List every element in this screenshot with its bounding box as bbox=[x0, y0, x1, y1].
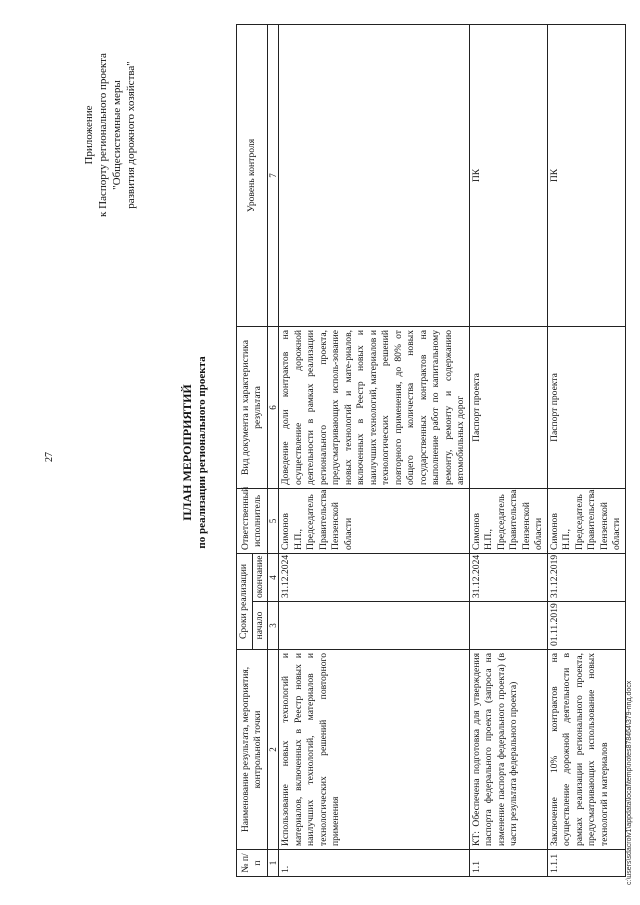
header-executor: Ответственный исполнитель bbox=[237, 488, 268, 553]
row-doc: Доведение доли контрактов на осуществление дорожной деятельности в рамках реализации регионального проекта, предусматривающих исполь-зование новых технологий и мате-риалов, включенных в Реестр новых и наилучших технологий, материалов и технологических решений повторного применения, до 80% от общего количества новых государственных контрактов на выполнение работ по капитальному ремонту, ремонту и содержанию автомобильных дорог bbox=[279, 326, 470, 488]
appendix-line-1: Приложение bbox=[83, 105, 95, 165]
row-end: 31.12.2024 bbox=[279, 553, 470, 601]
table-row bbox=[469, 24, 547, 876]
row-num: 1.1 bbox=[469, 850, 547, 877]
row-executor: Симонов Н.П., Председатель Правительства Пензенской области bbox=[547, 488, 625, 553]
row-start: 01.11.2019 bbox=[547, 602, 625, 650]
header-period: Сроки реализации bbox=[237, 553, 253, 649]
col-number: 1 bbox=[268, 850, 279, 877]
appendix-line-3: "Общесистемные меры bbox=[111, 80, 123, 190]
row-doc: Паспорт проекта bbox=[547, 326, 625, 488]
appendix-note bbox=[82, 25, 138, 245]
row-level bbox=[279, 24, 470, 326]
header-start: начало bbox=[252, 602, 268, 650]
page-subtitle: по реализации регионального проекта bbox=[196, 356, 208, 549]
col-number: 3 bbox=[268, 602, 279, 650]
appendix-line-4: развития дорожного хозяйства" bbox=[125, 61, 137, 209]
col-number: 4 bbox=[268, 553, 279, 601]
header-level: Уровень контроля bbox=[237, 24, 268, 326]
col-number: 2 bbox=[268, 650, 279, 850]
col-number: 6 bbox=[268, 326, 279, 488]
row-num: 1.1.1 bbox=[547, 850, 625, 877]
appendix-line-2: к Паспорту регионального проекта bbox=[97, 53, 109, 217]
row-start bbox=[279, 602, 470, 650]
row-end: 31.12.2024 bbox=[469, 553, 547, 601]
row-name: Использование новых технологий и материалов, включенных в Реестр новых и наилучших технологий, материалов и технологических решений повторного применения bbox=[279, 650, 470, 850]
header-num: № п/п bbox=[237, 850, 268, 877]
page-title: ПЛАН МЕРОПРИЯТИЙ bbox=[180, 384, 194, 521]
row-executor: Симонов Н.П., Председатель Правительства Пензенской области bbox=[279, 488, 470, 553]
row-level: ПК bbox=[469, 24, 547, 326]
row-name: Заключение 10% контрактов на осуществление дорожной деятельности в рамках реализации регионального проекта, предусматривающих использование новых технологий и материалов bbox=[547, 650, 625, 850]
row-name: КТ: Обеспечена подготовка для утверждения паспорта федерального проекта (запроса на изменение паспорта федерального проекта) (в части результата федерального проекта) bbox=[469, 650, 547, 850]
column-numbers-row bbox=[268, 24, 279, 876]
header-name: Наименование результата, мероприятия, контрольной точки bbox=[237, 650, 268, 850]
row-num: 1. bbox=[279, 850, 470, 877]
table-row bbox=[279, 24, 470, 876]
row-doc: Паспорт проекта bbox=[469, 326, 547, 488]
row-level: ПК bbox=[547, 24, 625, 326]
row-start bbox=[469, 602, 547, 650]
header-end: окончание bbox=[252, 553, 268, 601]
row-executor: Симонов Н.П., Председатель Правительства Пензенской области bbox=[469, 488, 547, 553]
header-doc: Вид документа и характеристика результата bbox=[237, 326, 268, 488]
col-number: 7 bbox=[268, 24, 279, 326]
file-path-footer: c:\users\sdacrolv1\appdata\local\temp\notes878464\379-ппд.docx bbox=[626, 680, 633, 885]
row-end: 31.12.2019 bbox=[547, 553, 625, 601]
activity-plan-table bbox=[236, 24, 626, 877]
table-row bbox=[547, 24, 625, 876]
col-number: 5 bbox=[268, 488, 279, 553]
page-number: 27 bbox=[44, 452, 55, 462]
